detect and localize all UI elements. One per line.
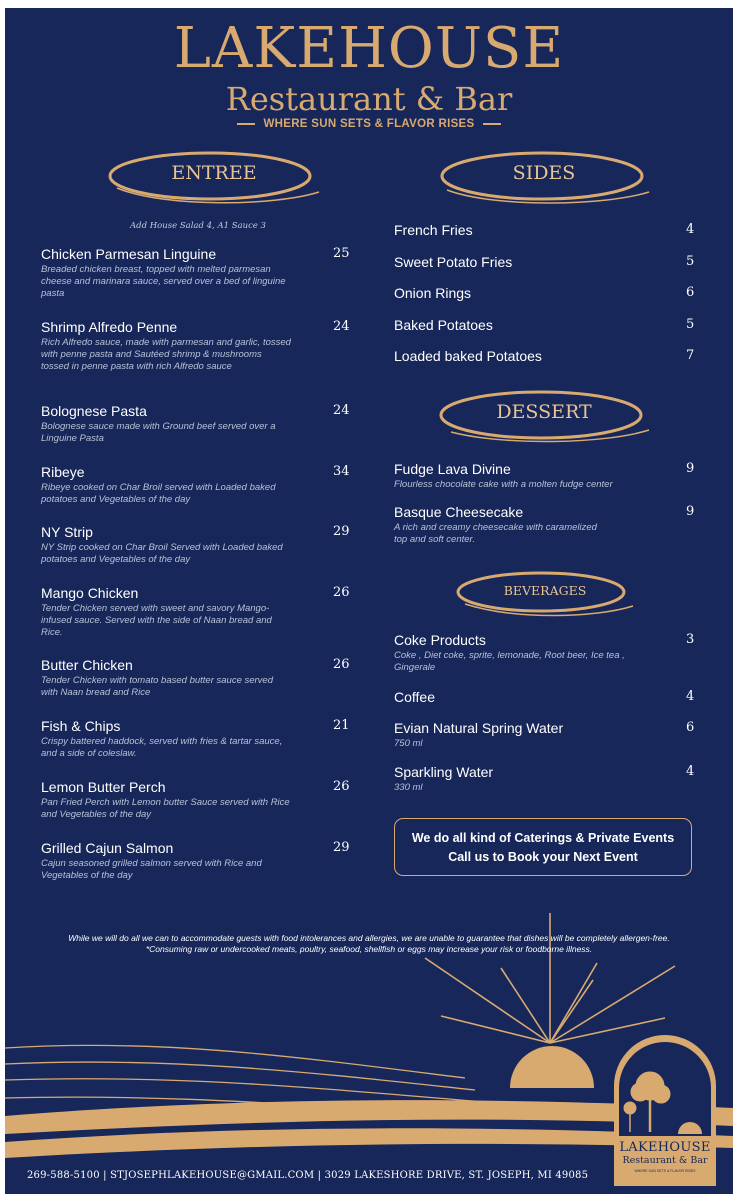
item-price: 26 [333, 585, 350, 600]
item-name: Sweet Potato Fries [394, 254, 513, 270]
item-price: 5 [686, 254, 695, 269]
item-name: Fish & Chips [41, 718, 121, 734]
menu-item [394, 316, 694, 334]
entree-heading [105, 148, 323, 208]
menu-item [41, 839, 351, 882]
item-name: Fudge Lava Divine [394, 461, 511, 477]
item-name: Coke Products [394, 632, 486, 648]
menu-item [394, 719, 694, 750]
logo-tagline: WHERE SUN SETS & FLAVOR RISES [634, 1169, 696, 1173]
sides-heading [435, 148, 653, 208]
menu-item [41, 463, 351, 506]
item-price: 29 [333, 524, 350, 539]
item-description: Bolognese sauce made with Ground beef served over a Linguine Pasta [41, 421, 276, 444]
menu-item [41, 318, 351, 373]
item-price: 9 [686, 504, 695, 519]
brand-subtitle: Restaurant & Bar [225, 80, 513, 118]
item-price: 6 [686, 720, 695, 735]
item-name: Baked Potatoes [394, 317, 493, 333]
menu-item [394, 253, 694, 271]
menu-item [41, 523, 351, 566]
item-description: Coke , Diet coke, sprite, lemonade, Root beer, Ice tea , Gingerale [394, 650, 625, 673]
beverages-title: BEVERAGES [503, 583, 587, 598]
menu-item [394, 460, 694, 491]
allergy-line1: While we will do all we can to accommodate guests with food intolerances and allergies, we are unable to guarantee that dishes will be completely allergen-free. [68, 933, 670, 943]
item-price: 5 [686, 317, 695, 332]
item-price: 4 [686, 764, 695, 779]
item-price: 29 [333, 840, 350, 855]
item-name: Loaded baked Potatoes [394, 348, 542, 364]
sides-title: SIDES [512, 162, 576, 184]
catering-line1: We do all kind of Caterings & Private Events [411, 831, 675, 845]
item-price: 4 [686, 689, 695, 704]
menu-item [41, 778, 351, 821]
item-price: 9 [686, 461, 695, 476]
footer-contact: 269-588-5100 | STJOSEPHLAKEHOUSE@GMAIL.COM | 3029 LAKESHORE DRIVE, ST. JOSEPH, MI 49085 [27, 1170, 589, 1181]
allergy-line2: *Consuming raw or undercooked meats, poultry, seafood, shellfish or eggs may increase your risk or foodborne illness. [145, 944, 593, 954]
item-description: A rich and creamy cheesecake with caramelized top and soft center. [394, 522, 597, 545]
allergy-disclaimer [15, 933, 723, 955]
item-description: Breaded chicken breast, topped with melted parmesan cheese and marinara sauce, served over a bed of linguine pasta [41, 264, 286, 299]
item-name: Onion Rings [394, 285, 472, 301]
item-price: 6 [686, 285, 695, 300]
tagline-text: WHERE SUN SETS & FLAVOR RISES [263, 118, 475, 130]
item-name: Grilled Cajun Salmon [41, 840, 174, 856]
tagline [5, 118, 733, 130]
item-price: 25 [333, 246, 350, 261]
menu-item [394, 221, 694, 239]
divider [483, 123, 501, 125]
dessert-title: DESSERT [496, 401, 592, 423]
item-name: French Fries [394, 222, 473, 238]
menu-item [394, 631, 694, 674]
item-price: 26 [333, 779, 350, 794]
menu-item [394, 284, 694, 302]
menu-item [394, 347, 694, 365]
catering-line2: Call us to Book your Next Event [448, 850, 638, 864]
menu-page [5, 8, 733, 1194]
menu-item [41, 656, 351, 699]
item-price: 24 [333, 403, 350, 418]
divider [237, 123, 255, 125]
item-price: 7 [686, 348, 695, 363]
menu-item [394, 688, 694, 706]
item-description: 330 ml [394, 782, 423, 793]
item-description: Cajun seasoned grilled salmon served with Rice and Vegetables of the day [41, 858, 262, 881]
item-price: 3 [686, 632, 695, 647]
item-description: Flourless chocolate cake with a molten fudge center [394, 479, 613, 490]
item-price: 24 [333, 319, 350, 334]
menu-item [41, 717, 351, 760]
menu-item [41, 245, 351, 300]
item-description: Ribeye cooked on Char Broil served with Loaded baked potatoes and Vegetables of the day [41, 482, 276, 505]
item-name: Sparkling Water [394, 764, 494, 780]
item-price: 26 [333, 657, 350, 672]
item-name: Butter Chicken [41, 657, 133, 673]
menu-item [394, 503, 694, 546]
beverages-heading [455, 570, 635, 620]
item-description: 750 ml [394, 738, 423, 749]
item-name: NY Strip [41, 524, 93, 540]
menu-item [394, 763, 694, 794]
entree-title: ENTREE [171, 162, 257, 184]
dessert-heading [435, 388, 653, 448]
item-price: 4 [686, 222, 695, 237]
logo-brand: LAKEHOUSE [619, 1140, 711, 1155]
item-name: Mango Chicken [41, 585, 139, 601]
item-description: Tender Chicken with tomato based butter sauce served with Naan bread and Rice [41, 675, 274, 698]
item-name: Shrimp Alfredo Penne [41, 319, 178, 335]
entree-note: Add House Salad 4, A1 Sauce 3 [130, 221, 266, 231]
item-description: Pan Fried Perch with Lemon butter Sauce served with Rice and Vegetables of the day [41, 797, 290, 820]
item-description: Crispy battered haddock, served with fries & tartar sauce, and a side of coleslaw. [41, 736, 283, 759]
menu-item [41, 584, 351, 639]
brand-title: LAKEHOUSE [173, 16, 565, 81]
item-price: 21 [333, 718, 350, 733]
item-name: Bolognese Pasta [41, 403, 147, 419]
item-price: 34 [333, 464, 350, 479]
logo-subtitle: Restaurant & Bar [622, 1155, 708, 1166]
item-name: Lemon Butter Perch [41, 779, 166, 795]
item-name: Basque Cheesecake [394, 504, 524, 520]
item-description: Tender Chicken served with sweet and savory Mango-infused sauce. Served with the side of Naan bread and Rice. [41, 603, 272, 638]
menu-item [41, 402, 351, 445]
item-name: Ribeye [41, 464, 85, 480]
catering-box [394, 818, 692, 876]
item-description: NY Strip cooked on Char Broil Served with Loaded baked potatoes and Vegetables of the day [41, 542, 283, 565]
item-description: Rich Alfredo sauce, made with parmesan and garlic, tossed with penne pasta and Sautéed shrimp & mushrooms tossed in penne pasta with rich Alfredo sauce [41, 337, 291, 372]
item-name: Coffee [394, 689, 435, 705]
item-name: Chicken Parmesan Linguine [41, 246, 217, 262]
item-name: Evian Natural Spring Water [394, 720, 564, 736]
